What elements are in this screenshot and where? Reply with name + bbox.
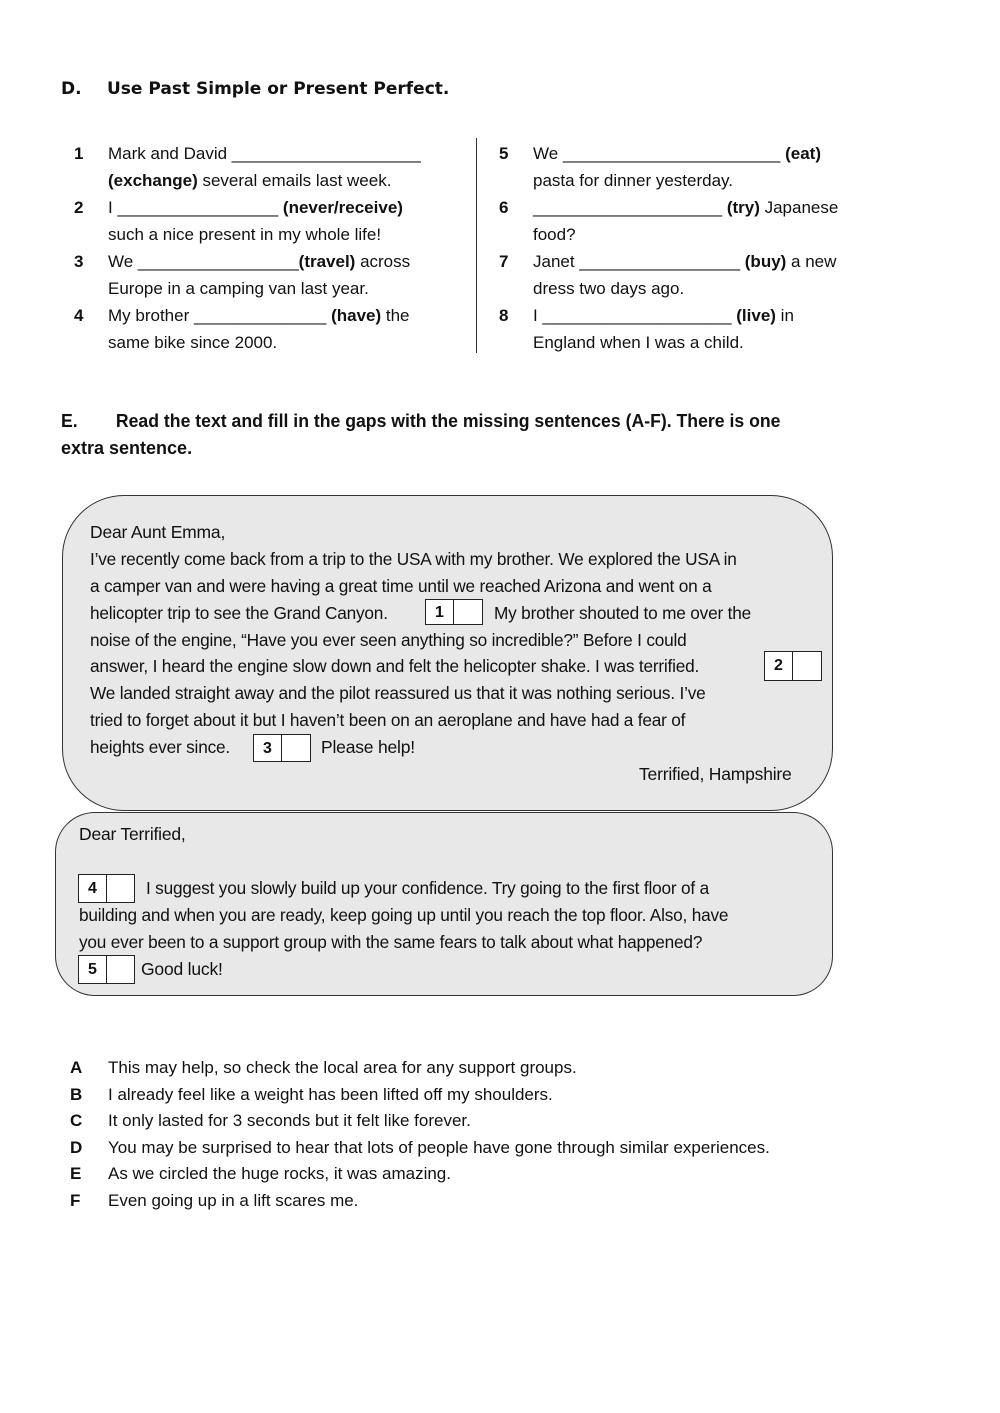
answer-blank[interactable]: _________________: [117, 198, 279, 217]
gap-number: 5: [79, 956, 107, 983]
item-number: 5: [499, 144, 509, 163]
item-number: 1: [74, 144, 84, 163]
letter-1-line: heights ever since.: [90, 737, 230, 757]
section-e-title-line-2: extra sentence.: [61, 438, 193, 458]
option-text: As we circled the huge rocks, it was amazing.: [108, 1164, 451, 1183]
letter-1-line: We landed straight away and the pilot reassured us that it was nothing serious. I’ve: [90, 683, 706, 703]
letter-1-line: noise of the engine, “Have you ever seen anything so incredible?” Before I could: [90, 630, 687, 650]
gap-number: 3: [254, 735, 282, 761]
section-d-heading: [61, 79, 450, 99]
letter-1-line: Please help!: [321, 737, 415, 757]
letter-2-line: Good luck!: [141, 959, 223, 979]
gap-answer-field[interactable]: [793, 652, 821, 676]
option-letter: D: [70, 1138, 83, 1157]
item-line-2: same bike since 2000.: [108, 333, 278, 352]
answer-blank[interactable]: _________________: [137, 252, 299, 271]
letter-1-line: answer, I heard the engine slow down and felt the helicopter shake. I was terrified.: [90, 656, 700, 676]
item-number: 4: [74, 306, 84, 325]
option-letter: C: [70, 1111, 83, 1130]
item-line-2: dress two days ago.: [533, 279, 685, 298]
item-line-2: England when I was a child.: [533, 333, 744, 352]
answer-blank[interactable]: _________________: [579, 252, 741, 271]
letter-1-line: a camper van and were having a great time until we reached Arizona and went on a: [90, 576, 712, 596]
gap-number: 4: [79, 875, 107, 902]
letter-1-line: helicopter trip to see the Grand Canyon.: [90, 603, 388, 623]
letter-2-line: you ever been to a support group with the same fears to talk about what happened?: [79, 932, 703, 952]
item-line-2: (exchange) several emails last week.: [108, 171, 392, 190]
item-number: 7: [499, 252, 509, 271]
answer-blank[interactable]: ____________________: [542, 306, 732, 325]
gap-number: 1: [426, 600, 454, 624]
letter-1-line: tried to forget about it but I haven’t been on an aeroplane and have had a fear of: [90, 710, 686, 730]
letter-2-line: I suggest you slowly build up your confidence. Try going to the first floor of a: [146, 878, 709, 898]
item-line-1: Mark and David ____________________: [108, 144, 421, 163]
item-line-1: Janet _________________ (buy) a new: [533, 252, 837, 271]
answer-blank[interactable]: _______________________: [562, 144, 781, 163]
gap-4-box[interactable]: [78, 874, 135, 903]
option-text: Even going up in a lift scares me.: [108, 1191, 359, 1210]
item-number: 8: [499, 306, 509, 325]
item-line-2: food?: [533, 225, 576, 244]
gap-1-box[interactable]: [425, 599, 483, 625]
letter-1-line: My brother shouted to me over the: [494, 603, 751, 623]
option-text: I already feel like a weight has been lifted off my shoulders.: [108, 1085, 553, 1104]
gap-number: 2: [765, 652, 793, 680]
item-line-2: such a nice present in my whole life!: [108, 225, 382, 244]
option-text: You may be surprised to hear that lots of people have gone through similar experiences.: [108, 1138, 770, 1157]
item-number: 3: [74, 252, 84, 271]
gap-3-box[interactable]: [253, 734, 311, 762]
item-number: 2: [74, 198, 84, 217]
gap-answer-field[interactable]: [107, 956, 134, 980]
gap-5-box[interactable]: [78, 955, 135, 984]
answer-blank[interactable]: ____________________: [533, 198, 723, 217]
option-letter: F: [70, 1191, 81, 1210]
item-line-1: My brother ______________ (have) the: [108, 306, 410, 325]
item-number: 6: [499, 198, 509, 217]
section-e-heading: [61, 408, 951, 462]
gap-answer-field[interactable]: [282, 735, 310, 759]
section-e-title-line-1: Read the text and fill in the gaps with the missing sentences (A-F). There is one: [115, 411, 781, 431]
item-line-1: ____________________ (try) Japanese: [533, 198, 839, 217]
section-e-letter: E.: [61, 411, 78, 431]
gap-answer-field[interactable]: [454, 600, 482, 624]
section-d-letter: D.: [61, 79, 82, 99]
option-text: It only lasted for 3 seconds but it felt like forever.: [108, 1111, 471, 1130]
option-letter: A: [70, 1058, 83, 1077]
section-d-title: Use Past Simple or Present Perfect.: [107, 79, 450, 99]
option-letter: E: [70, 1164, 82, 1183]
letter-2-greeting: Dear Terrified,: [79, 824, 186, 844]
answer-blank[interactable]: ______________: [193, 306, 327, 325]
answer-blank[interactable]: ____________________: [231, 144, 421, 163]
item-line-2: pasta for dinner yesterday.: [533, 171, 734, 190]
item-line-1: We _________________(travel) across: [108, 252, 411, 271]
gap-2-box[interactable]: [764, 651, 822, 681]
letter-1-greeting: Dear Aunt Emma,: [90, 522, 226, 542]
item-line-1: I _________________ (never/receive): [108, 198, 403, 217]
letter-2-line: building and when you are ready, keep going up until you reach the top floor. Also, have: [79, 905, 729, 925]
gap-answer-field[interactable]: [107, 875, 134, 899]
letter-1-signature: Terrified, Hampshire: [639, 764, 792, 784]
item-line-1: I ____________________ (live) in: [533, 306, 794, 325]
item-line-1: We _______________________ (eat): [533, 144, 822, 163]
letter-1-line: I’ve recently come back from a trip to the USA with my brother. We explored the USA in: [90, 549, 737, 569]
column-divider: [476, 138, 477, 353]
option-text: This may help, so check the local area for any support groups.: [108, 1058, 577, 1077]
option-letter: B: [70, 1085, 83, 1104]
item-line-2: Europe in a camping van last year.: [108, 279, 369, 298]
